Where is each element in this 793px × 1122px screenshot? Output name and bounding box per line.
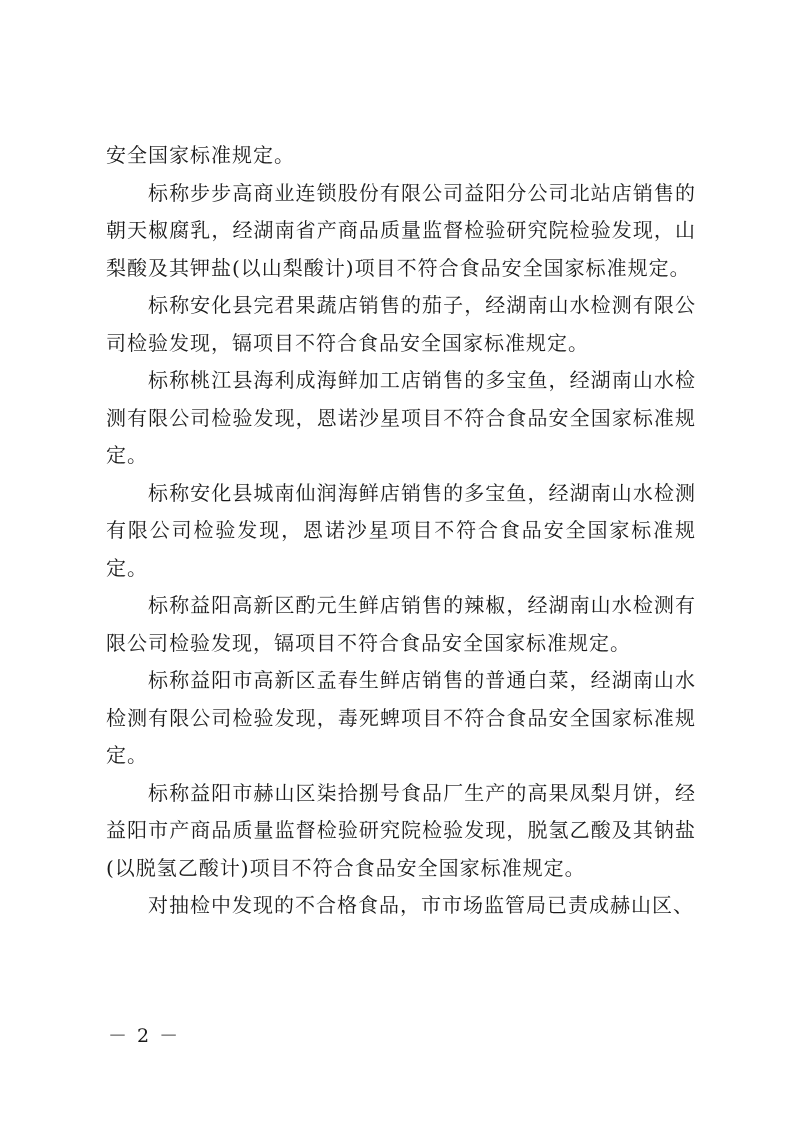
paragraph-cabbage-chlorpyrifos: 标称益阳市高新区孟春生鲜店销售的普通白菜，经湖南山水检测有限公司检验发现，毒死蜱项目不符合食品安全国家标准规定。 bbox=[106, 668, 696, 767]
paragraph-mooncake-dehydroacetic: 标称益阳市赫山区柒拾捌号食品厂生产的高果凤梨月饼，经益阳市产商品质量监督检验研究院检验发现，脱氢乙酸及其钠盐(以脱氢乙酸计)项目不符合食品安全国家标准规定。 bbox=[106, 780, 696, 880]
paragraph-continuation: 安全国家标准规定。 bbox=[106, 143, 295, 167]
paragraph-sorbic-acid: 标称步步高商业连锁股份有限公司益阳分公司北站店销售的朝天椒腐乳，经湖南省产商品质量监督检验研究院检验发现，山梨酸及其钾盐(以山梨酸计)项目不符合食品安全国家标准规定。 bbox=[106, 180, 696, 280]
paragraph-handling-measures: 对抽检中发现的不合格食品，市市场监管局已责成赫山区、 bbox=[148, 893, 694, 917]
paragraph-pepper-cadmium: 标称益阳高新区酌元生鲜店销售的辣椒，经湖南山水检测有限公司检验发现，镉项目不符合食品安全国家标准规定。 bbox=[106, 593, 696, 655]
page-number: － 2 － bbox=[108, 1025, 181, 1047]
paragraph-turbot-taojiang: 标称桃江县海利成海鲜加工店销售的多宝鱼，经湖南山水检测有限公司检验发现，恩诺沙星项目不符合食品安全国家标准规定。 bbox=[106, 368, 696, 467]
paragraph-eggplant-cadmium: 标称安化县完君果蔬店销售的茄子，经湖南山水检测有限公司检验发现，镉项目不符合食品安全国家标准规定。 bbox=[106, 293, 696, 355]
document-body bbox=[106, 137, 696, 925]
paragraph-turbot-anhua: 标称安化县城南仙润海鲜店销售的多宝鱼，经湖南山水检测有限公司检验发现，恩诺沙星项目不符合食品安全国家标准规定。 bbox=[106, 480, 696, 580]
